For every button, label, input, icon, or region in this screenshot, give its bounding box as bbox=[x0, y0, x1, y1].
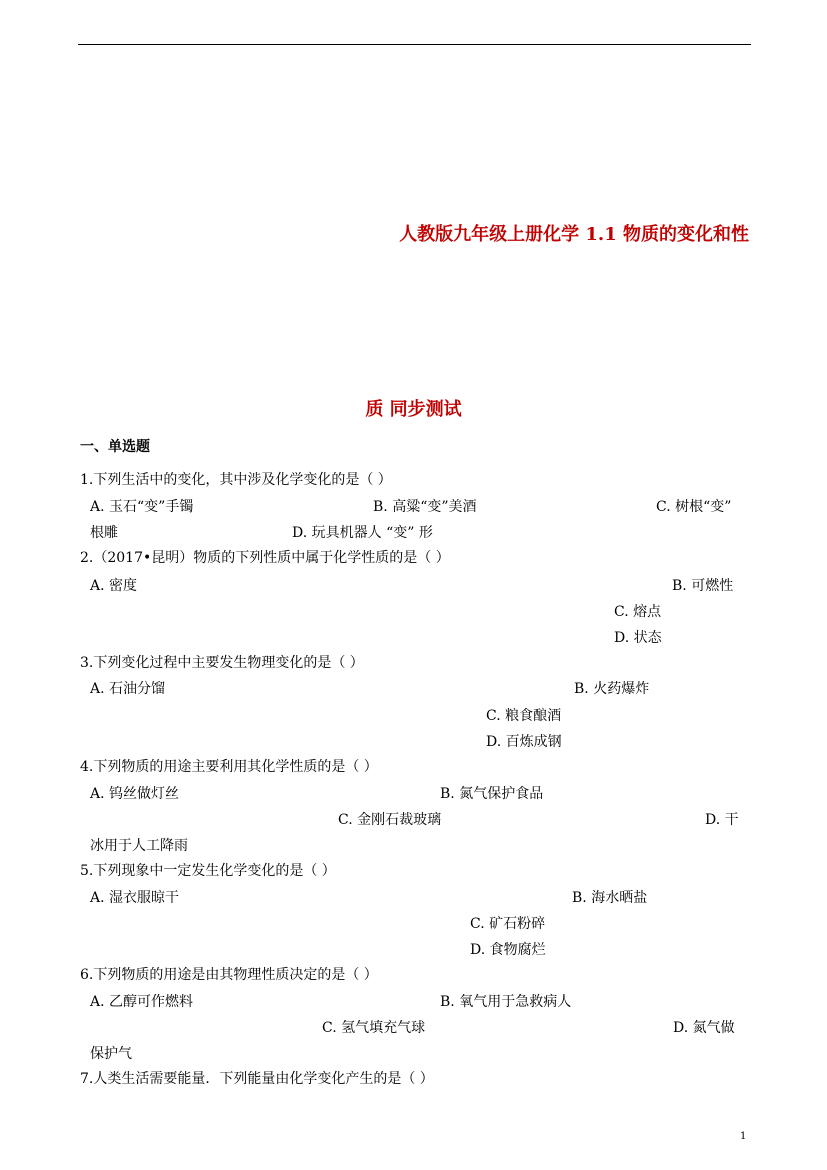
question-6-option-d: D. 氮气做 bbox=[673, 1020, 735, 1036]
question-5-option-a: A. 湿衣服晾干 bbox=[90, 890, 180, 906]
question-4-stem: 4.下列物质的用途主要利用其化学性质的是（ ） bbox=[80, 759, 378, 775]
question-3-stem: 3.下列变化过程中主要发生物理变化的是（ ） bbox=[80, 655, 364, 671]
question-2-stem: 2.（2017•昆明）物质的下列性质中属于化学性质的是（ ） bbox=[80, 550, 450, 566]
question-4-option-b: B. 氮气保护食品 bbox=[440, 786, 544, 802]
document-title-line-2: 质 同步测试 bbox=[365, 399, 462, 420]
question-4-option-d: D. 干 bbox=[705, 812, 739, 828]
question-6-option-a: A. 乙醇可作燃料 bbox=[90, 994, 194, 1010]
question-1-option-c: C. 树根“变” bbox=[656, 499, 732, 515]
question-5-stem: 5.下列现象中一定发生化学变化的是（ ） bbox=[80, 863, 336, 879]
question-4-option-d-continued: 冰用于人工降雨 bbox=[90, 838, 188, 854]
question-1-option-a: A. 玉石“变”手镯 bbox=[90, 499, 194, 515]
question-5-option-b: B. 海水晒盐 bbox=[572, 890, 648, 906]
question-6-option-d-continued: 保护气 bbox=[90, 1046, 132, 1062]
document-title-line-1: 人教版九年级上册化学 1.1 物质的变化和性 bbox=[399, 224, 749, 245]
question-2-option-a: A. 密度 bbox=[90, 578, 138, 594]
header-rule bbox=[78, 44, 751, 45]
question-1-stem: 1.下列生活中的变化，其中涉及化学变化的是（ ） bbox=[80, 472, 392, 488]
question-4-option-c: C. 金刚石裁玻璃 bbox=[338, 812, 442, 828]
question-3-option-a: A. 石油分馏 bbox=[90, 681, 166, 697]
question-4-option-a: A. 钨丝做灯丝 bbox=[90, 786, 180, 802]
question-1-option-c-continued: 根雕 bbox=[90, 525, 118, 541]
page-number: 1 bbox=[740, 1131, 747, 1142]
question-6-stem: 6.下列物质的用途是由其物理性质决定的是（ ） bbox=[80, 967, 378, 983]
question-6-option-b: B. 氧气用于急救病人 bbox=[440, 994, 572, 1010]
question-1-option-d: D. 玩具机器人 “变” 形 bbox=[292, 525, 433, 541]
question-5-option-d: D. 食物腐烂 bbox=[470, 942, 546, 958]
section-heading: 一、单选题 bbox=[80, 439, 150, 455]
question-2-option-c: C. 熔点 bbox=[614, 604, 662, 620]
question-3-option-d: D. 百炼成钢 bbox=[486, 734, 562, 750]
question-2-option-d: D. 状态 bbox=[614, 630, 662, 646]
question-5-option-c: C. 矿石粉碎 bbox=[470, 916, 546, 932]
question-3-option-b: B. 火药爆炸 bbox=[574, 681, 650, 697]
question-3-option-c: C. 粮食酿酒 bbox=[486, 708, 562, 724]
question-6-option-c: C. 氢气填充气球 bbox=[322, 1020, 426, 1036]
question-1-option-b: B. 高粱“变”美酒 bbox=[373, 499, 477, 515]
question-7-stem: 7.人类生活需要能量．下列能量由化学变化产生的是（ ） bbox=[80, 1071, 434, 1087]
question-2-option-b: B. 可燃性 bbox=[672, 578, 734, 594]
